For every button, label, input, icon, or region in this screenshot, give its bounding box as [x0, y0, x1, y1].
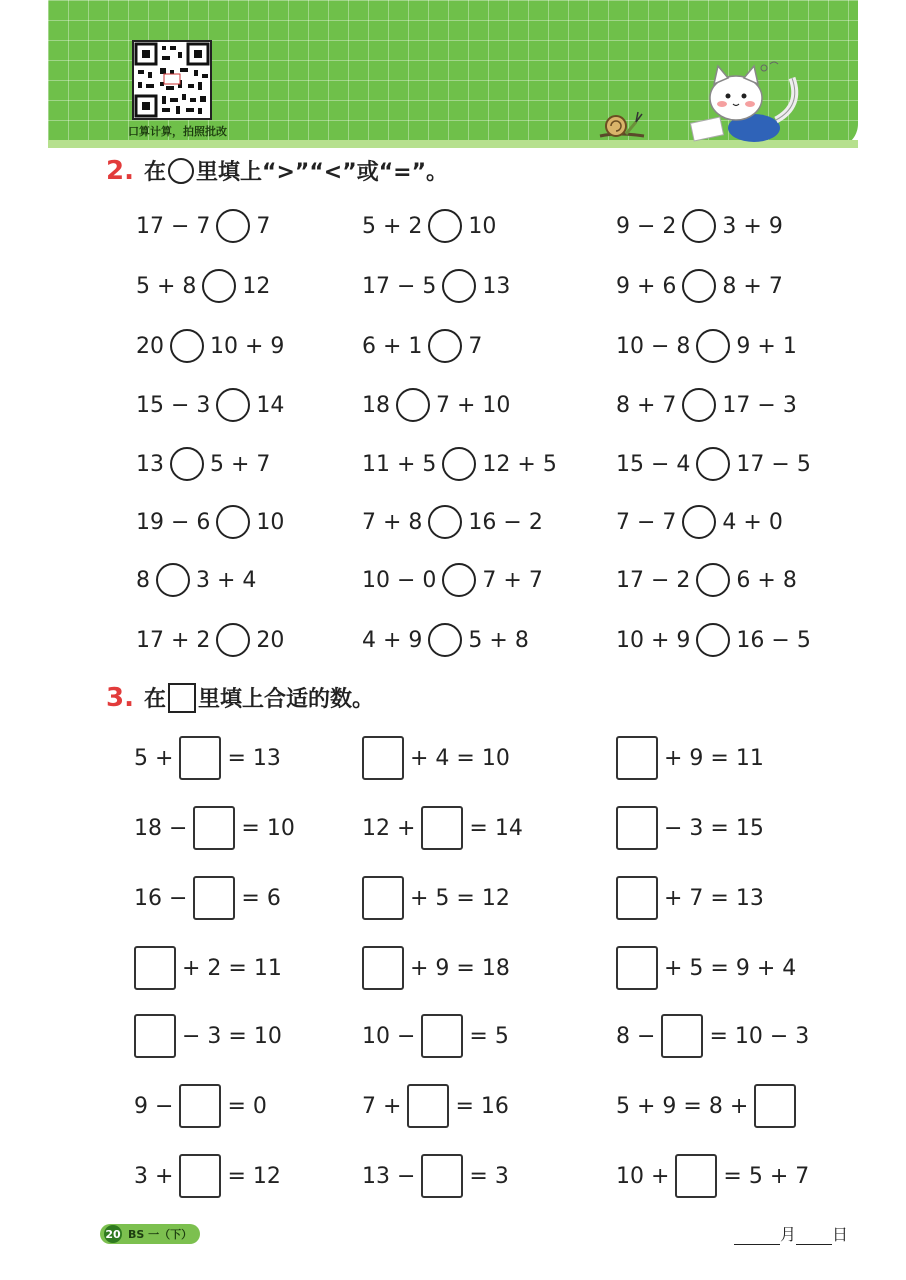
answer-box[interactable]	[616, 806, 658, 850]
answer-circle[interactable]	[682, 388, 716, 422]
expression-after: = 5 + 7	[723, 1163, 810, 1189]
section-2-heading	[106, 155, 448, 186]
month-label: 月	[780, 1225, 797, 1244]
expression-left: 10 + 9	[616, 627, 691, 653]
expression-left: 9 + 6	[616, 273, 677, 299]
answer-circle[interactable]	[428, 329, 462, 363]
expression-before: 12 +	[362, 815, 416, 841]
expression-left: 10 − 8	[616, 333, 691, 359]
expression-left: 17 − 5	[362, 273, 437, 299]
expression-after: = 14	[469, 815, 523, 841]
expression-left: 18	[362, 392, 390, 418]
expression-right: 9 + 1	[736, 333, 797, 359]
answer-box[interactable]	[362, 736, 404, 780]
expression-before: 5 + 9 = 8 +	[616, 1093, 749, 1119]
expression-left: 6 + 1	[362, 333, 423, 359]
expression-right: 16 − 2	[468, 509, 543, 535]
expression-before: 5 +	[134, 745, 174, 771]
comparison-problem	[136, 500, 284, 544]
comparison-problem	[136, 264, 270, 308]
expression-left: 17 + 2	[136, 627, 211, 653]
cat-illustration	[690, 58, 810, 146]
fill-in-problem	[616, 946, 796, 990]
section-3-text-after: 里填上合适的数。	[197, 687, 374, 712]
expression-right: 10 + 9	[210, 333, 285, 359]
expression-right: 17 − 3	[722, 392, 797, 418]
box-symbol-icon	[168, 683, 196, 713]
expression-before: 9 −	[134, 1093, 174, 1119]
fill-in-problem	[362, 736, 510, 780]
expression-after: + 9 = 11	[664, 745, 764, 771]
expression-right: 14	[256, 392, 285, 418]
expression-after: = 16	[455, 1093, 509, 1119]
answer-box[interactable]	[134, 1014, 176, 1058]
fill-in-problem	[616, 1014, 809, 1058]
expression-left: 7 + 8	[362, 509, 423, 535]
comparison-problem	[616, 618, 811, 662]
expression-left: 17 − 7	[136, 213, 211, 239]
expression-right: 8 + 7	[722, 273, 783, 299]
expression-after: = 13	[227, 745, 281, 771]
expression-left: 15 − 3	[136, 392, 211, 418]
expression-left: 4 + 9	[362, 627, 423, 653]
comparison-problem	[136, 204, 270, 248]
expression-after: = 10	[241, 815, 295, 841]
expression-right: 7 + 10	[436, 392, 511, 418]
answer-box[interactable]	[193, 876, 235, 920]
comparison-problem	[362, 442, 557, 486]
answer-box[interactable]	[675, 1154, 717, 1198]
expression-left: 15 − 4	[616, 451, 691, 477]
answer-circle[interactable]	[156, 563, 190, 597]
expression-left: 5 + 2	[362, 213, 423, 239]
answer-box[interactable]	[362, 946, 404, 990]
section-3-text-before: 在	[143, 687, 166, 712]
circle-symbol-icon	[168, 158, 194, 184]
answer-box[interactable]	[179, 736, 221, 780]
expression-after: = 3	[469, 1163, 509, 1189]
expression-after: = 0	[227, 1093, 267, 1119]
expression-right: 3 + 9	[722, 213, 783, 239]
comparison-problem	[136, 558, 256, 602]
date-area	[734, 1222, 848, 1245]
fill-in-problem	[134, 1084, 267, 1128]
expression-before: 10 −	[362, 1023, 416, 1049]
book-label: BS 一（下）	[128, 1228, 193, 1241]
expression-right: 6 + 8	[736, 567, 797, 593]
answer-box[interactable]	[179, 1154, 221, 1198]
fill-in-problem	[616, 1154, 809, 1198]
fill-in-problem	[134, 806, 295, 850]
answer-box[interactable]	[421, 1014, 463, 1058]
expression-left: 19 − 6	[136, 509, 211, 535]
answer-circle[interactable]	[216, 209, 250, 243]
answer-circle[interactable]	[696, 329, 730, 363]
answer-circle[interactable]	[170, 329, 204, 363]
answer-circle[interactable]	[442, 447, 476, 481]
expression-left: 8	[136, 567, 150, 593]
answer-circle[interactable]	[682, 269, 716, 303]
expression-left: 13	[136, 451, 164, 477]
expression-right: 20	[256, 627, 285, 653]
fill-in-problem	[362, 946, 510, 990]
comparison-problem	[616, 500, 783, 544]
expression-right: 5 + 7	[210, 451, 271, 477]
answer-box[interactable]	[421, 1154, 463, 1198]
expression-left: 20	[136, 333, 164, 359]
answer-box[interactable]	[661, 1014, 703, 1058]
answer-circle[interactable]	[696, 623, 730, 657]
answer-circle[interactable]	[428, 209, 462, 243]
section-2-number: 2.	[106, 155, 134, 186]
comparison-problem	[136, 324, 284, 368]
comparison-problem	[136, 442, 270, 486]
expression-left: 10 − 0	[362, 567, 437, 593]
fill-in-problem	[616, 1084, 802, 1128]
snail-illustration	[598, 106, 648, 138]
expression-after: + 5 = 9 + 4	[664, 955, 797, 981]
comparison-problem	[616, 442, 811, 486]
expression-before: 16 −	[134, 885, 188, 911]
expression-before: 13 −	[362, 1163, 416, 1189]
expression-after: = 12	[227, 1163, 281, 1189]
answer-circle[interactable]	[682, 209, 716, 243]
qr-code[interactable]	[132, 40, 212, 120]
fill-in-problem	[362, 1014, 509, 1058]
expression-after: + 9 = 18	[410, 955, 510, 981]
page-footer-label	[100, 1224, 200, 1244]
fill-in-problem	[134, 946, 282, 990]
answer-box[interactable]	[616, 876, 658, 920]
answer-circle[interactable]	[682, 505, 716, 539]
comparison-problem	[362, 500, 543, 544]
answer-circle[interactable]	[396, 388, 430, 422]
expression-after: − 3 = 10	[182, 1023, 282, 1049]
answer-box[interactable]	[616, 736, 658, 780]
month-blank[interactable]	[734, 1226, 780, 1245]
expression-after: + 4 = 10	[410, 745, 510, 771]
expression-left: 7 − 7	[616, 509, 677, 535]
section-3-number: 3.	[106, 682, 134, 713]
qr-caption: 口算计算，拍照批改	[128, 125, 227, 138]
comparison-problem	[616, 204, 783, 248]
comparison-problem	[616, 383, 797, 427]
expression-after: + 5 = 12	[410, 885, 510, 911]
comparison-problem	[362, 383, 510, 427]
expression-after: = 6	[241, 885, 281, 911]
comparison-problem	[136, 618, 284, 662]
comparison-problem	[362, 264, 510, 308]
expression-left: 11 + 5	[362, 451, 437, 477]
answer-box[interactable]	[421, 806, 463, 850]
fill-in-problem	[616, 876, 764, 920]
section-2-text-before: 在	[143, 160, 166, 185]
fill-in-problem	[134, 736, 281, 780]
comparison-problem	[136, 383, 284, 427]
fill-in-problem	[134, 1154, 281, 1198]
expression-after: + 2 = 11	[182, 955, 282, 981]
expression-after: = 10 − 3	[709, 1023, 810, 1049]
expression-left: 8 + 7	[616, 392, 677, 418]
expression-right: 13	[482, 273, 511, 299]
answer-box[interactable]	[179, 1084, 221, 1128]
expression-right: 7 + 7	[482, 567, 543, 593]
day-label: 日	[832, 1225, 849, 1244]
comparison-problem	[616, 324, 797, 368]
fill-in-problem	[134, 876, 281, 920]
section-2-text-after: 里填上“>”“<”或“=”。	[195, 160, 449, 185]
expression-before: 18 −	[134, 815, 188, 841]
expression-left: 17 − 2	[616, 567, 691, 593]
answer-circle[interactable]	[696, 447, 730, 481]
answer-circle[interactable]	[216, 505, 250, 539]
fill-in-problem	[362, 806, 523, 850]
answer-circle[interactable]	[428, 623, 462, 657]
expression-right: 17 − 5	[736, 451, 811, 477]
fill-in-problem	[134, 1014, 282, 1058]
answer-circle[interactable]	[442, 269, 476, 303]
answer-circle[interactable]	[428, 505, 462, 539]
expression-after: + 7 = 13	[664, 885, 764, 911]
expression-left: 5 + 8	[136, 273, 197, 299]
expression-after: − 3 = 15	[664, 815, 764, 841]
answer-box[interactable]	[134, 946, 176, 990]
fill-in-problem	[362, 876, 510, 920]
answer-box[interactable]	[407, 1084, 449, 1128]
expression-before: 10 +	[616, 1163, 670, 1189]
comparison-problem	[362, 204, 496, 248]
expression-right: 16 − 5	[736, 627, 811, 653]
answer-box[interactable]	[193, 806, 235, 850]
comparison-problem	[362, 618, 529, 662]
answer-circle[interactable]	[442, 563, 476, 597]
expression-right: 3 + 4	[196, 567, 257, 593]
answer-circle[interactable]	[170, 447, 204, 481]
fill-in-problem	[362, 1084, 509, 1128]
expression-before: 7 +	[362, 1093, 402, 1119]
expression-right: 5 + 8	[468, 627, 529, 653]
answer-box[interactable]	[362, 876, 404, 920]
expression-left: 9 − 2	[616, 213, 677, 239]
answer-circle[interactable]	[202, 269, 236, 303]
expression-right: 10	[468, 213, 497, 239]
answer-box[interactable]	[616, 946, 658, 990]
page-number: 20	[104, 1225, 122, 1243]
expression-right: 10	[256, 509, 285, 535]
fill-in-problem	[616, 736, 764, 780]
expression-right: 4 + 0	[722, 509, 783, 535]
section-3-heading	[106, 682, 374, 713]
expression-right: 7	[468, 333, 483, 359]
fill-in-problem	[616, 806, 764, 850]
expression-right: 12 + 5	[482, 451, 557, 477]
expression-before: 8 −	[616, 1023, 656, 1049]
comparison-problem	[616, 558, 797, 602]
comparison-problem	[616, 264, 783, 308]
comparison-problem	[362, 558, 543, 602]
answer-circle[interactable]	[216, 388, 250, 422]
expression-before: 3 +	[134, 1163, 174, 1189]
answer-circle[interactable]	[216, 623, 250, 657]
answer-circle[interactable]	[696, 563, 730, 597]
fill-in-problem	[362, 1154, 509, 1198]
comparison-problem	[362, 324, 482, 368]
day-blank[interactable]	[796, 1226, 832, 1245]
expression-right: 12	[242, 273, 271, 299]
expression-right: 7	[256, 213, 271, 239]
expression-after: = 5	[469, 1023, 509, 1049]
answer-box[interactable]	[754, 1084, 796, 1128]
